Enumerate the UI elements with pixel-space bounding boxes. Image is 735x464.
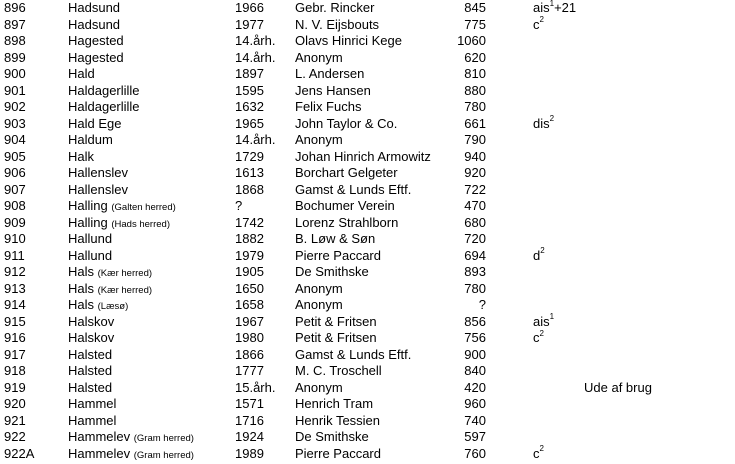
place-label: Hals: [68, 264, 95, 279]
year: 1571: [235, 396, 264, 411]
table-row: [0, 330, 735, 347]
tone-base: d: [533, 247, 541, 263]
place-label: Hammel: [68, 412, 117, 428]
tone-octave: 2: [539, 15, 544, 25]
year: 15.årh.: [235, 379, 276, 395]
bell-number: 918: [4, 363, 26, 378]
weight: 940: [464, 148, 486, 164]
place-label: Halsted: [68, 346, 113, 362]
table-row: [0, 116, 735, 133]
bell-number: 922A: [4, 445, 35, 461]
tone-octave: 2: [540, 246, 545, 256]
founder: John Taylor & Co.: [295, 115, 398, 131]
weight: 810: [464, 66, 486, 81]
founder: Johan Hinrich Armowitz: [295, 148, 431, 164]
bell-number: 904: [4, 132, 26, 147]
place-label: Halskov: [68, 313, 115, 329]
year: 1729: [235, 148, 264, 164]
weight: 775: [464, 16, 486, 32]
year: 1977: [235, 16, 264, 32]
table-row: [0, 347, 735, 364]
bell-number: 898: [4, 33, 26, 48]
place-label: Hald Ege: [68, 115, 122, 131]
bell-number: 914: [4, 297, 26, 312]
year: 1897: [235, 66, 264, 81]
table-row: [0, 83, 735, 100]
weight: 756: [464, 330, 486, 345]
place-name: [68, 363, 112, 380]
table-row: [0, 99, 735, 116]
year: 1742: [235, 214, 264, 230]
founder: Lorenz Strahlborn: [295, 214, 399, 230]
founder: Gamst & Lunds Eftf.: [295, 181, 412, 197]
weight: 470: [464, 198, 486, 213]
table-row: [0, 17, 735, 34]
place-name: [68, 165, 128, 182]
weight: 856: [464, 313, 486, 329]
bell-number: 897: [4, 16, 26, 32]
table-row: [0, 264, 735, 281]
place-name: [68, 99, 140, 116]
place-label: Haldagerlille: [68, 99, 140, 114]
table-row: [0, 215, 735, 232]
weight: 720: [464, 231, 486, 246]
place-name: [68, 50, 124, 67]
bell-number: 900: [4, 66, 26, 81]
founder: Gebr. Rincker: [295, 0, 375, 15]
place-label: Hallund: [68, 231, 113, 246]
place-label: Halsted: [68, 363, 113, 378]
place-name: [68, 330, 114, 347]
bell-number: 901: [4, 82, 26, 98]
bell-number: 917: [4, 346, 26, 362]
founder: Anonym: [295, 297, 343, 312]
bell-number: 921: [4, 412, 26, 428]
place-label: Hals: [68, 297, 95, 312]
place-label: Haldum: [68, 132, 113, 147]
year: 1967: [235, 313, 264, 329]
table-row: [0, 50, 735, 67]
district-label: (Gram herred): [133, 433, 194, 444]
place-label: Hagested: [68, 33, 124, 48]
bell-number: 909: [4, 214, 26, 230]
year: 14.årh.: [235, 49, 276, 65]
weight: 840: [464, 363, 486, 378]
founder: Anonym: [295, 132, 343, 147]
bell-number: 902: [4, 99, 26, 114]
district-label: (Kær herred): [97, 284, 153, 296]
founder: M. C. Troschell: [295, 363, 382, 378]
founder: Felix Fuchs: [295, 99, 362, 114]
tone-deviation: +21: [554, 0, 577, 15]
tone: [533, 314, 554, 331]
year: 1989: [235, 445, 264, 461]
tone-octave: 2: [539, 444, 544, 454]
year: 1777: [235, 363, 264, 378]
table-row: [0, 380, 735, 397]
year: 1595: [235, 82, 264, 98]
place-label: Hammel: [68, 396, 117, 411]
founder: B. Løw & Søn: [295, 231, 376, 246]
place-name: [68, 33, 124, 50]
tone-octave: 2: [549, 114, 555, 124]
tone-base: ais: [533, 313, 550, 329]
founder: Borchart Gelgeter: [295, 165, 398, 180]
table-row: [0, 314, 735, 331]
place-name: [68, 132, 113, 149]
place-label: Hadsund: [68, 0, 121, 15]
table-row: [0, 231, 735, 248]
place-name: [68, 446, 194, 464]
founder: L. Andersen: [295, 66, 365, 81]
bell-number: 912: [4, 264, 26, 279]
district-label: (Kær herred): [97, 268, 153, 279]
weight: 960: [464, 396, 486, 411]
place-label: Halsted: [68, 379, 113, 395]
founder: Petit & Fritsen: [295, 313, 377, 329]
founder: Olavs Hinrici Kege: [295, 33, 402, 48]
place-name: [68, 396, 116, 413]
tone-base: ais: [533, 0, 550, 15]
year: 1632: [235, 99, 264, 114]
tone: [533, 17, 544, 34]
table-row: [0, 33, 735, 50]
place-name: [68, 83, 140, 100]
bell-number: 908: [4, 198, 26, 213]
table-row: [0, 413, 735, 430]
place-name: [68, 182, 128, 199]
weight: 893: [464, 264, 486, 279]
weight: 722: [464, 181, 486, 197]
weight: 780: [464, 280, 486, 296]
tone-base: dis: [533, 115, 550, 131]
table-row: [0, 429, 735, 446]
year: 1868: [235, 181, 264, 197]
bell-number: 910: [4, 231, 26, 246]
weight: 900: [464, 346, 486, 362]
weight: 760: [464, 445, 486, 461]
place-name: [68, 231, 112, 248]
place-label: Hallund: [68, 247, 113, 263]
table-row: [0, 165, 735, 182]
tone: [533, 116, 554, 133]
founder: De Smithske: [295, 264, 369, 279]
table-row: [0, 297, 735, 314]
founder: Anonym: [295, 280, 343, 296]
tone-base: c: [533, 16, 540, 32]
table-row: [0, 149, 735, 166]
place-name: [68, 380, 112, 397]
weight: 880: [464, 82, 486, 98]
founder: Henrik Tessien: [295, 412, 381, 428]
place-name: [68, 149, 94, 166]
founder: Henrich Tram: [295, 396, 374, 411]
tone: [533, 330, 544, 347]
year: 1882: [235, 231, 264, 246]
bell-number: 913: [4, 280, 26, 296]
founder: N. V. Eijsbouts: [295, 16, 380, 32]
bell-number: 920: [4, 396, 26, 411]
place-name: [68, 347, 112, 364]
year: 1866: [235, 346, 264, 362]
district-label: (Hads herred): [111, 218, 170, 230]
place-name: [68, 66, 95, 83]
year: 1980: [235, 330, 264, 345]
place-name: [68, 248, 112, 265]
table-row: [0, 0, 735, 17]
year: 1650: [235, 280, 264, 296]
place-label: Hagested: [68, 49, 124, 65]
tone-octave: 1: [549, 312, 555, 322]
bell-number: 916: [4, 330, 26, 345]
table-row: [0, 248, 735, 265]
bell-number: 919: [4, 379, 26, 395]
founder: Jens Hansen: [295, 82, 371, 98]
place-label: Halk: [68, 148, 95, 164]
weight: 694: [464, 247, 486, 263]
place-name: [68, 314, 114, 331]
district-label: (Galten herred): [111, 202, 176, 213]
table-row: [0, 446, 735, 463]
weight: 597: [464, 429, 486, 444]
weight: 1060: [457, 33, 486, 48]
table-row: [0, 132, 735, 149]
place-name: [68, 413, 116, 430]
year: 1658: [235, 297, 264, 312]
place-label: Hald: [68, 66, 95, 81]
bell-number: 911: [4, 247, 25, 263]
bell-number: 922: [4, 429, 26, 444]
place-name: [68, 0, 120, 17]
tone-base: c: [533, 445, 540, 461]
tone-octave: 2: [539, 328, 544, 338]
weight: 845: [464, 0, 486, 15]
place-label: Hammelev: [68, 445, 131, 461]
founder: Petit & Fritsen: [295, 330, 377, 345]
bell-number: 899: [4, 49, 26, 65]
year: 1924: [235, 429, 264, 444]
founder: Bochumer Verein: [295, 198, 395, 213]
table-row: [0, 198, 735, 215]
district-label: (Læsø): [97, 301, 129, 312]
year: 1965: [235, 115, 264, 131]
place-label: Hals: [68, 280, 95, 296]
table-row: [0, 66, 735, 83]
weight: 780: [464, 99, 486, 114]
year: 1966: [235, 0, 264, 15]
place-label: Halling: [68, 214, 108, 230]
bell-number: 915: [4, 313, 26, 329]
weight: 740: [464, 412, 486, 428]
weight: 920: [464, 165, 486, 180]
district-label: (Gram herred): [133, 449, 194, 461]
place-label: Hadsund: [68, 16, 121, 32]
place-label: Haldagerlille: [68, 82, 140, 98]
tone-octave: 1: [549, 0, 555, 8]
place-label: Halling: [68, 198, 108, 213]
founder: Pierre Paccard: [295, 445, 381, 461]
weight: 661: [464, 115, 486, 131]
tone: [533, 446, 544, 463]
place-label: Hallenslev: [68, 165, 128, 180]
weight: 680: [464, 214, 486, 230]
founder: Gamst & Lunds Eftf.: [295, 346, 412, 362]
founder: Pierre Paccard: [295, 247, 381, 263]
year: 1716: [235, 412, 264, 428]
bell-number: 896: [4, 0, 26, 15]
place-label: Halskov: [68, 330, 115, 345]
year: ?: [235, 198, 243, 213]
note: Ude af brug: [584, 379, 652, 395]
founder: Anonym: [295, 379, 343, 395]
weight: 790: [464, 132, 486, 147]
place-label: Hallenslev: [68, 181, 128, 197]
table-row: [0, 182, 735, 199]
founder: Anonym: [295, 49, 343, 65]
bell-number: 907: [4, 181, 26, 197]
tone: [533, 248, 545, 265]
weight: 420: [464, 379, 486, 395]
weight: 620: [464, 49, 486, 65]
place-name: [68, 17, 120, 34]
tone-base: c: [533, 330, 540, 345]
year: 14.årh.: [235, 132, 276, 147]
place-label: Hammelev: [68, 429, 131, 444]
bell-number: 903: [4, 115, 26, 131]
bell-number: 906: [4, 165, 26, 180]
year: 1613: [235, 165, 264, 180]
year: 1905: [235, 264, 264, 279]
weight: ?: [478, 297, 486, 312]
bell-number: 905: [4, 148, 26, 164]
year: 14.årh.: [235, 33, 276, 48]
year: 1979: [235, 247, 264, 263]
table-row: [0, 281, 735, 298]
place-name: [68, 116, 121, 133]
table-row: [0, 396, 735, 413]
table-row: [0, 363, 735, 380]
founder: De Smithske: [295, 429, 369, 444]
